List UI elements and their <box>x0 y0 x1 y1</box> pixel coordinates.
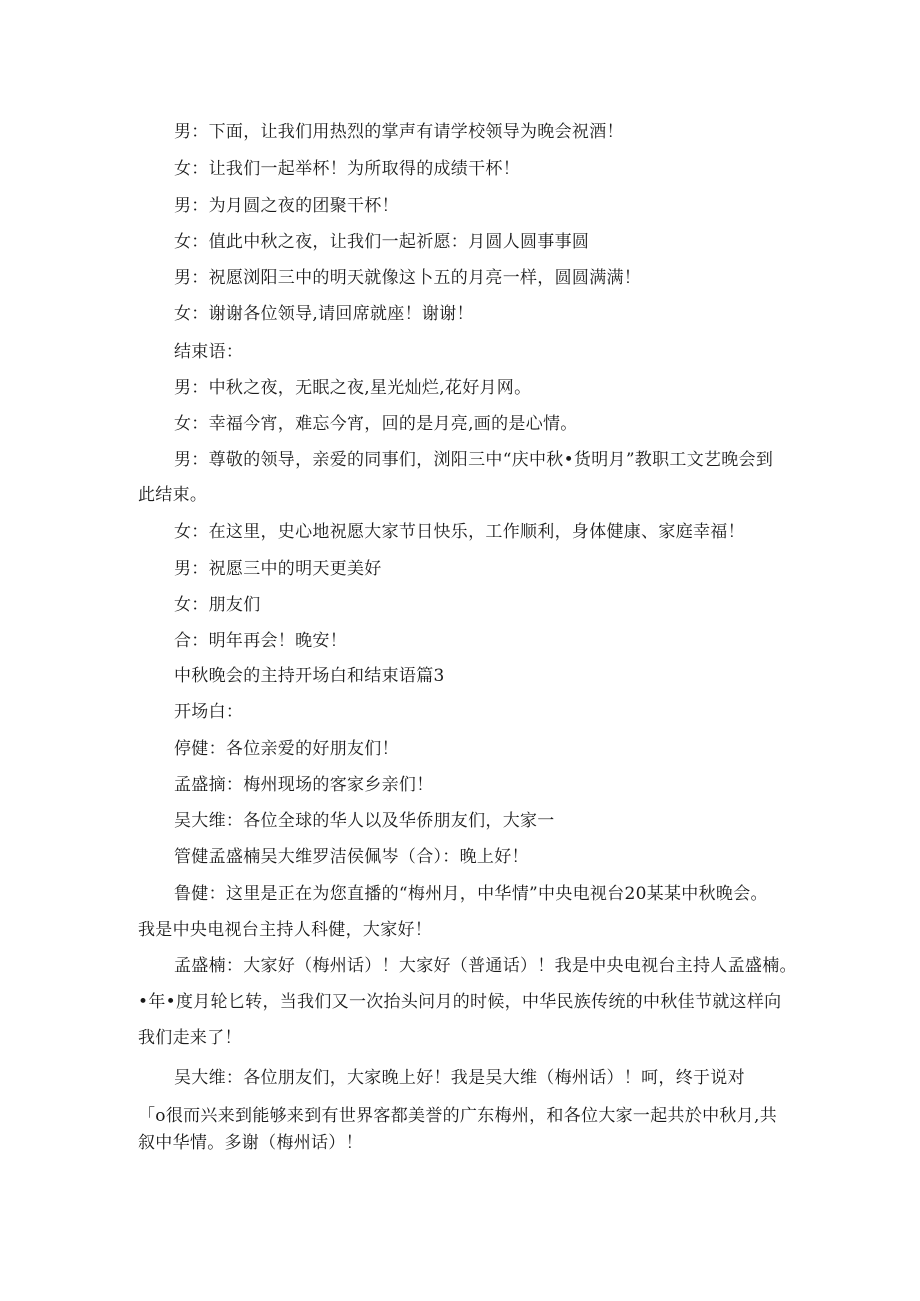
text-line: 管健孟盛楠吴大维罗洁侯佩岑（合）：晚上好！ <box>174 847 529 867</box>
text-line: 此结束。 <box>138 485 208 505</box>
text-line: 女：朋友们 <box>174 595 261 615</box>
text-line: 男：为月圆之夜的团聚干杯！ <box>174 196 399 216</box>
text-line: 男：尊敬的领导，亲爱的同事们，浏阳三中“庆中秋•货明月”教职工文艺晚会到 <box>174 450 774 470</box>
text-line: 停健：各位亲爱的好朋友们！ <box>174 739 399 759</box>
text-line: 男：祝愿三中的明天更美好 <box>174 559 382 579</box>
text-line: 女：让我们一起举杯！为所取得的成绩干杯！ <box>174 159 520 179</box>
text-line: 我是中央电视台主持人科健，大家好！ <box>138 920 433 940</box>
section-heading: 开场白： <box>174 702 244 722</box>
text-line: 孟盛楠：大家好（梅州话）！大家好（普通话）！我是中央电视台主持人孟盛楠。 <box>174 956 797 976</box>
text-line: 女：在这里，史心地祝愿大家节日快乐，工作顺利，身体健康、家庭幸福！ <box>174 522 745 542</box>
text-line: 男：下面，让我们用热烈的掌声有请学校领导为晚会祝酒！ <box>174 122 624 142</box>
text-line: 女：谢谢各位领导,请回席就座！谢谢！ <box>174 304 474 324</box>
text-line: 吴大维：各位朋友们，大家晚上好！我是吴大维（梅州话）！呵，终于说对 <box>174 1068 745 1088</box>
text-line: 合：明年再会！晚安！ <box>174 631 347 651</box>
text-line: 我们走来了！ <box>138 1028 242 1048</box>
section-heading: 结束语： <box>174 342 244 362</box>
text-line: 男：祝愿浏阳三中的明天就像这卜五的月亮一样，圆圆满满！ <box>174 268 642 288</box>
text-line: 「o很而兴来到能够来到有世界客都美誉的广东梅州，和各位大家一起共於中秋月,共 <box>138 1106 778 1126</box>
text-line: 男：中秋之夜，无眠之夜,星光灿烂,花好月网。 <box>174 378 532 398</box>
text-line: 女：值此中秋之夜，让我们一起祈愿：月圆人圆事事圆 <box>174 232 590 252</box>
text-line: 鲁健：这里是正在为您直播的“梅州月，中华情”中央电视台20某某中秋晚会。 <box>174 884 768 904</box>
text-line: 女：幸福今宵，难忘今宵，回的是月亮,画的是心情。 <box>174 414 578 434</box>
text-line: 孟盛摘：梅州现场的客家乡亲们！ <box>174 775 434 795</box>
text-line: 叙中华情。多谢（梅州话）！ <box>138 1133 363 1153</box>
text-line: 吴大维：各位全球的华人以及华侨朋友们，大家一 <box>174 811 555 831</box>
text-line: •年•度月轮匕转，当我们又一次抬头问月的时候，中华民族传统的中秋佳节就这样向 <box>138 992 782 1012</box>
section-title: 中秋晚会的主持开场白和结束语篇3 <box>174 666 445 686</box>
